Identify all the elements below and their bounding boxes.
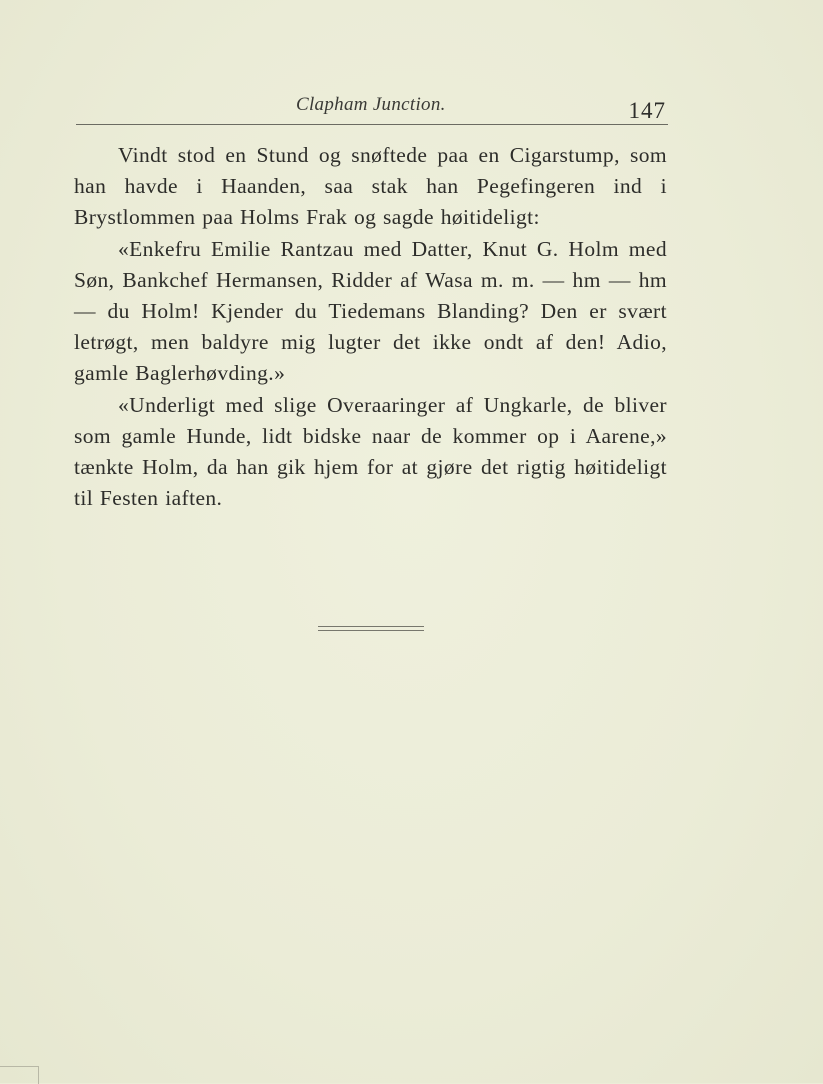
paragraph: Vindt stod en Stund og snøftede paa en Cigarstump, som han havde i Haanden, saa stak han Pegefingeren ind i Brystlommen paa Holms Frak og sagde høitideligt: (74, 143, 667, 230)
page-header (76, 88, 668, 130)
ornament-line (318, 626, 424, 627)
page-number: 147 (628, 98, 666, 123)
header-rule (76, 124, 668, 125)
ornament-line (318, 630, 424, 631)
paragraph: «Underligt med slige Overaaringer af Ungkarle, de bliver som gamle Hunde, lidt bidske naar de kommer op i Aarene,» tænkte Holm, da han gik hjem for at gjøre det rigtig høitideligt til Festen iaften. (74, 392, 667, 511)
paragraph: «Enkefru Emilie Rantzau med Datter, Knut G. Holm med Søn, Bankchef Hermansen, Ridder af Wasa m. m. — hm — hm — du Holm! Kjender du Tiedemans Blanding? Den er svært letrøgt, men baldyre mig lugter det ikke ondt af den! Adio, gamle Baglerhøvding.» (74, 236, 667, 386)
end-ornament (318, 626, 424, 632)
running-title: Clapham Junction. (296, 94, 446, 115)
scan-corner-mark (0, 1066, 39, 1084)
body-text (74, 140, 667, 514)
